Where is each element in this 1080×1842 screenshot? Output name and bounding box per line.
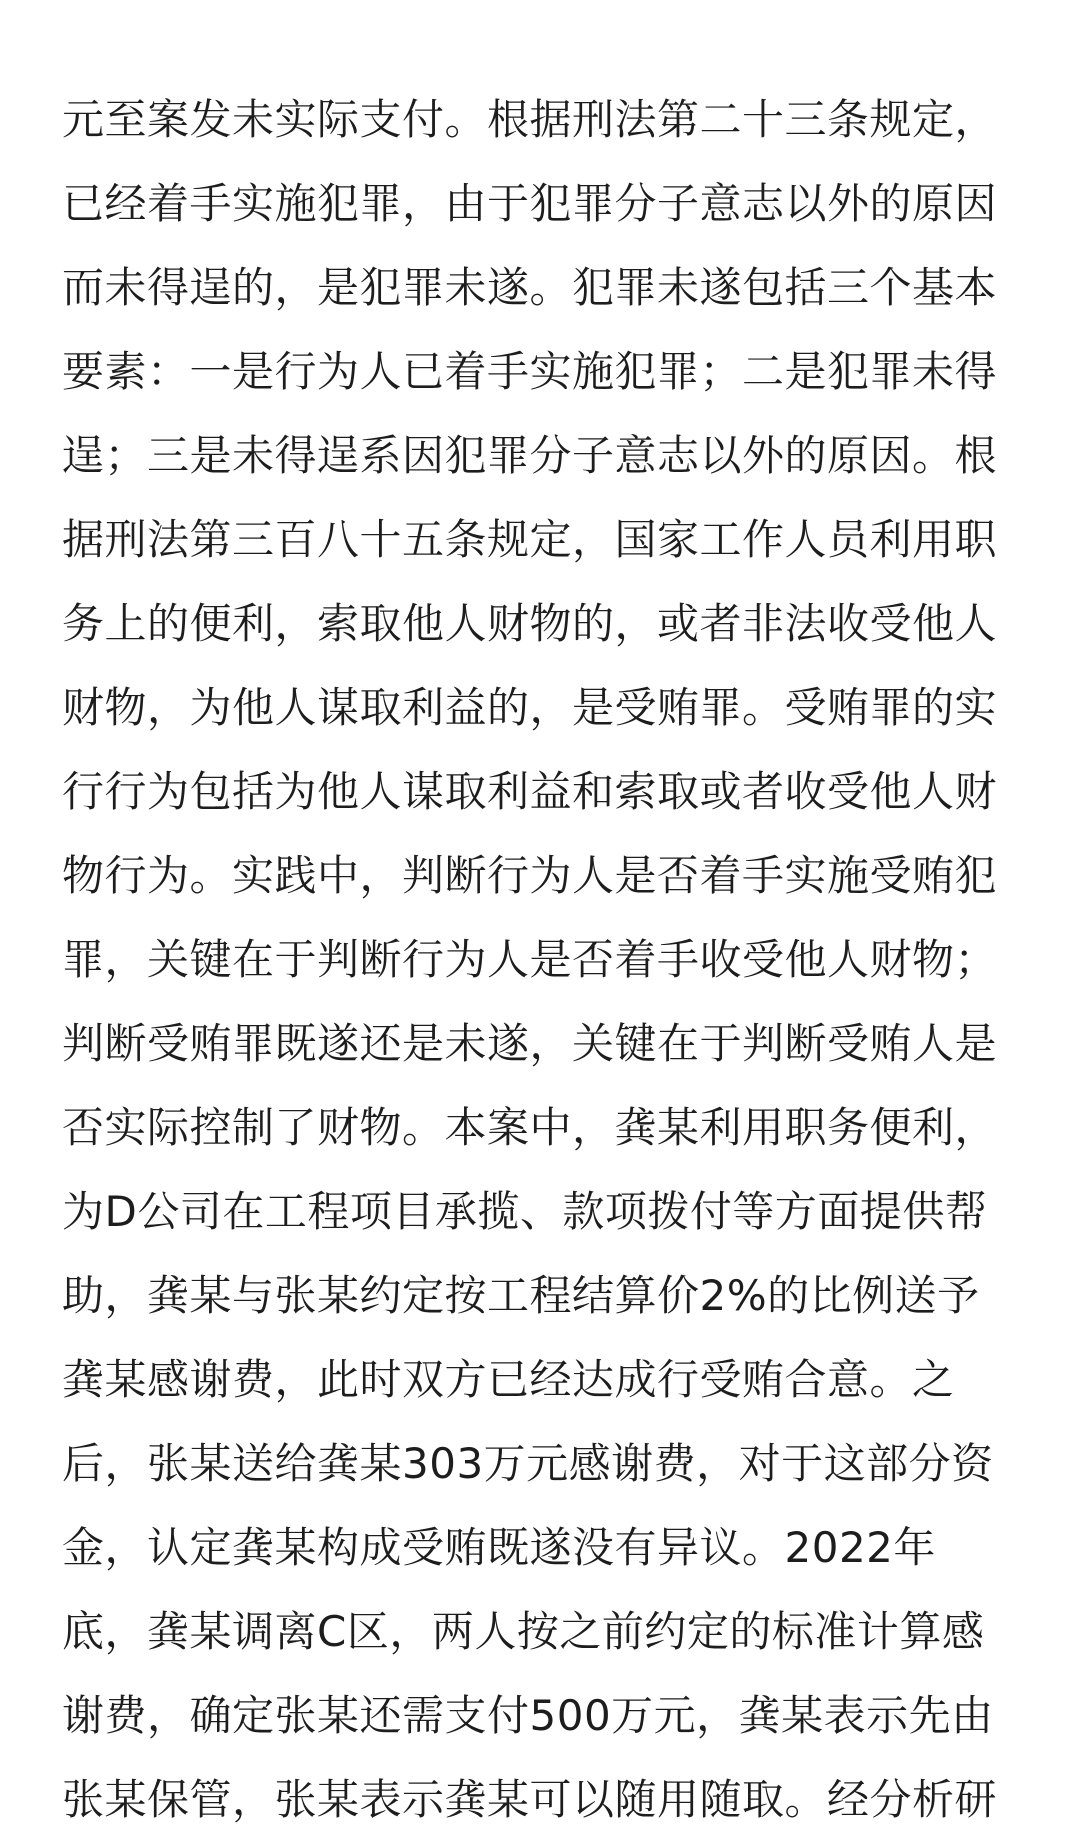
- article-body: [62, 78, 1042, 1842]
- text-line: 物行为。实践中，判断行为人是否着手实施受贿犯: [62, 851, 998, 900]
- text-line: 财物，为他人谋取利益的，是受贿罪。受贿罪的实: [62, 683, 998, 732]
- text-line: 逞；三是未得逞系因犯罪分子意志以外的原因。根: [62, 431, 998, 480]
- text-line: 金，认定龚某构成受贿既遂没有异议。2022年: [62, 1523, 936, 1572]
- text-line: 务上的便利，索取他人财物的，或者非法收受他人: [62, 599, 998, 648]
- text-line: 而未得逞的，是犯罪未遂。犯罪未遂包括三个基本: [62, 263, 998, 312]
- text-line: 已经着手实施犯罪，由于犯罪分子意志以外的原因: [62, 179, 998, 228]
- text-line: 张某保管，张某表示龚某可以随用随取。经分析研: [62, 1775, 998, 1824]
- text-line: 判断受贿罪既遂还是未遂，关键在于判断受贿人是: [62, 1019, 998, 1068]
- text-line: 元至案发未实际支付。根据刑法第二十三条规定，: [62, 95, 998, 144]
- text-line: 罪，关键在于判断行为人是否着手收受他人财物；: [62, 935, 998, 984]
- text-line: 助，龚某与张某约定按工程结算价2%的比例送予: [62, 1271, 980, 1320]
- text-line: 否实际控制了财物。本案中，龚某利用职务便利，: [62, 1103, 998, 1152]
- text-line: 底，龚某调离C区，两人按之前约定的标准计算感: [62, 1607, 985, 1656]
- text-line: 龚某感谢费，此时双方已经达成行受贿合意。之: [62, 1355, 955, 1404]
- text-line: 为D公司在工程项目承揽、款项拨付等方面提供帮: [62, 1187, 988, 1236]
- text-line: 谢费，确定张某还需支付500万元，龚某表示先由: [62, 1691, 994, 1740]
- text-line: 行行为包括为他人谋取利益和索取或者收受他人财: [62, 767, 998, 816]
- text-line: 后，张某送给龚某303万元感谢费，对于这部分资: [62, 1439, 994, 1488]
- text-line: 据刑法第三百八十五条规定，国家工作人员利用职: [62, 515, 998, 564]
- text-line: 要素：一是行为人已着手实施犯罪；二是犯罪未得: [62, 347, 998, 396]
